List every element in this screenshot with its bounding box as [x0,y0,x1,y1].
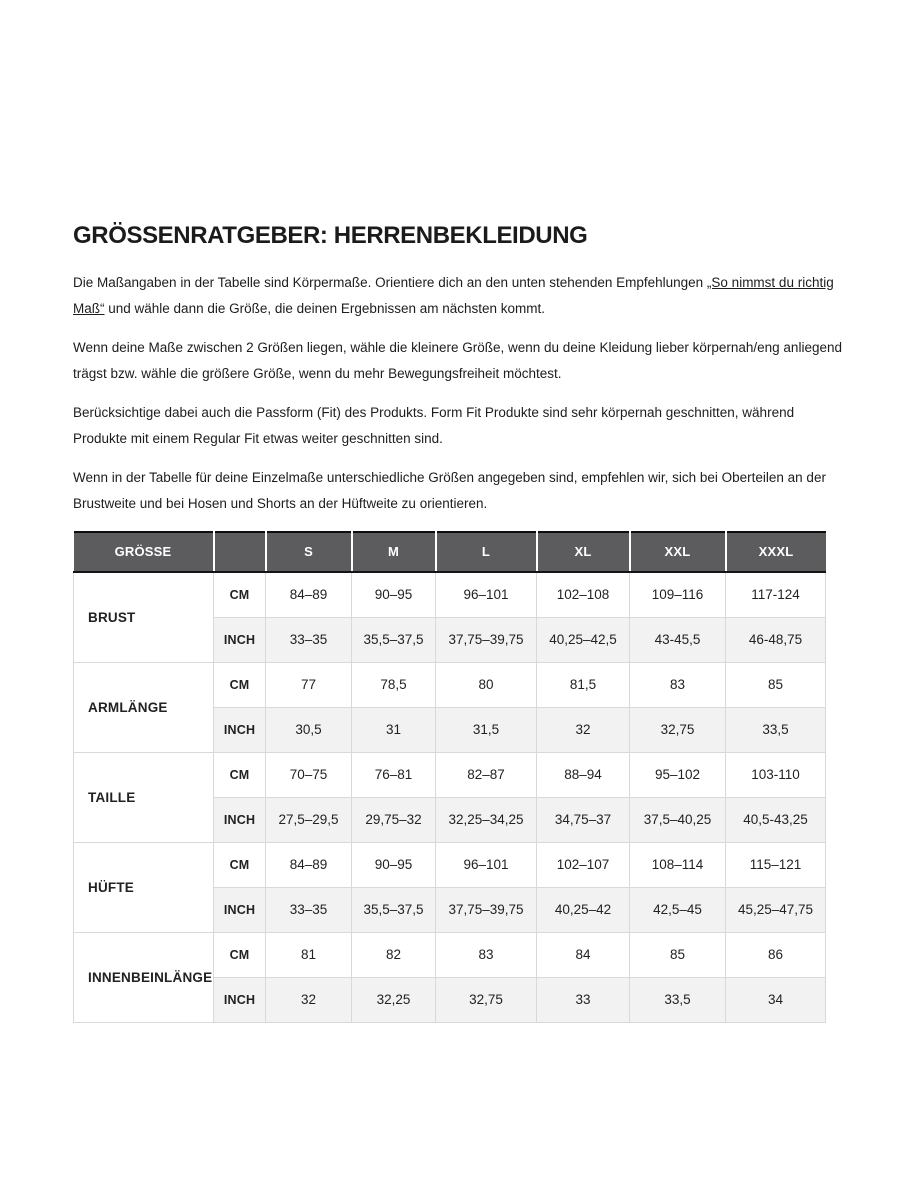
size-value-cell: 81,5 [537,662,630,707]
size-table-row [74,662,826,707]
size-value-cell: 77 [266,662,352,707]
size-value-cell: 45,25–47,75 [726,887,826,932]
paragraph-fit: Berücksichtige dabei auch die Passform (Fit) des Produkts. Form Fit Produkte sind sehr körpernah geschnitten, während Produkte mit einem Regular Fit etwas weiter geschnitten sind. [73,404,795,446]
size-value-cell: 81 [266,932,352,977]
size-value-cell: 96–101 [436,572,537,618]
page-title: GRÖSSENRATGEBER: HERRENBEKLEIDUNG [73,222,588,249]
measure-guide-link[interactable]: „So nimmst du richtig Maß“ [73,274,834,316]
size-value-cell: 46-48,75 [726,617,826,662]
measure-label: INNENBEINLÄNGE [74,932,214,1022]
size-table-row [74,572,826,618]
size-column-header-m: M [352,532,436,572]
unit-cell: CM [214,752,266,797]
unit-cell: INCH [214,707,266,752]
size-value-cell: 83 [436,932,537,977]
size-value-cell: 88–94 [537,752,630,797]
unit-cell: INCH [214,617,266,662]
size-column-header-xl: XL [537,532,630,572]
size-value-cell: 115–121 [726,842,826,887]
size-value-cell: 95–102 [630,752,726,797]
size-value-cell: 29,75–32 [352,797,436,842]
size-value-cell: 37,75–39,75 [436,617,537,662]
size-value-cell: 43-45,5 [630,617,726,662]
size-value-cell: 80 [436,662,537,707]
size-value-cell: 31,5 [436,707,537,752]
measure-label: TAILLE [74,752,214,842]
size-value-cell: 117-124 [726,572,826,618]
size-value-cell: 85 [630,932,726,977]
size-column-header-xxxl: XXXL [726,532,826,572]
unit-cell: INCH [214,887,266,932]
measure-label: BRUST [74,572,214,663]
size-value-cell: 90–95 [352,572,436,618]
size-value-cell: 84–89 [266,842,352,887]
size-value-cell: 84 [537,932,630,977]
size-value-cell: 27,5–29,5 [266,797,352,842]
unit-cell: CM [214,572,266,618]
size-unit-header-spacer [214,532,266,572]
size-value-cell: 33 [537,977,630,1022]
size-value-cell: 102–107 [537,842,630,887]
size-column-header-s: S [266,532,352,572]
unit-cell: INCH [214,797,266,842]
measure-label: HÜFTE [74,842,214,932]
size-value-cell: 33,5 [630,977,726,1022]
size-value-cell: 33–35 [266,887,352,932]
size-value-cell: 83 [630,662,726,707]
paragraph-between-sizes: Wenn deine Maße zwischen 2 Größen liegen, wähle die kleinere Größe, wenn du deine Kleidung lieber körpernah/eng anliegend trägst bzw. wähle die größere Größe, wenn du mehr Bewegungsfreiheit möchtest. [73,339,842,381]
unit-cell: CM [214,842,266,887]
size-value-cell: 32 [537,707,630,752]
measure-label: ARMLÄNGE [74,662,214,752]
size-value-cell: 30,5 [266,707,352,752]
size-value-cell: 34,75–37 [537,797,630,842]
size-value-cell: 33,5 [726,707,826,752]
size-value-cell: 90–95 [352,842,436,887]
unit-cell: INCH [214,977,266,1022]
size-value-cell: 84–89 [266,572,352,618]
size-value-cell: 40,5-43,25 [726,797,826,842]
size-column-header-xxl: XXL [630,532,726,572]
size-value-cell: 42,5–45 [630,887,726,932]
size-table-row [74,752,826,797]
size-value-cell: 108–114 [630,842,726,887]
size-table [73,531,826,1023]
size-value-cell: 32,25 [352,977,436,1022]
intro-paragraph [73,270,848,322]
size-guide-section [73,222,848,1023]
size-value-cell: 37,75–39,75 [436,887,537,932]
size-value-cell: 82–87 [436,752,537,797]
size-value-cell: 109–116 [630,572,726,618]
size-value-cell: 40,25–42,5 [537,617,630,662]
size-value-cell: 86 [726,932,826,977]
size-value-cell: 34 [726,977,826,1022]
size-value-cell: 40,25–42 [537,887,630,932]
size-value-cell: 78,5 [352,662,436,707]
size-value-cell: 102–108 [537,572,630,618]
intro-text-after: und wähle dann die Größe, die deinen Ergebnissen am nächsten kommt. [104,300,546,316]
size-table-row [74,842,826,887]
size-value-cell: 32,75 [436,977,537,1022]
size-table-header-row [74,532,826,572]
unit-cell: CM [214,932,266,977]
size-value-cell: 96–101 [436,842,537,887]
intro-text-before: Die Maßangaben in der Tabelle sind Körpermaße. Orientiere dich an den unten stehenden Empfehlungen [73,274,707,290]
size-value-cell: 32,25–34,25 [436,797,537,842]
size-value-cell: 35,5–37,5 [352,887,436,932]
size-table-row [74,932,826,977]
size-value-cell: 103-110 [726,752,826,797]
size-value-cell: 82 [352,932,436,977]
paragraph-recommendation: Wenn in der Tabelle für deine Einzelmaße unterschiedliche Größen angegeben sind, empfehlen wir, sich bei Oberteilen an der Brustweite und bei Hosen und Shorts an der Hüftweite zu orientieren. [73,469,826,511]
size-value-cell: 33–35 [266,617,352,662]
size-column-header-l: L [436,532,537,572]
size-table-corner-header: GRÖSSE [74,532,214,572]
size-value-cell: 85 [726,662,826,707]
size-value-cell: 70–75 [266,752,352,797]
unit-cell: CM [214,662,266,707]
size-value-cell: 37,5–40,25 [630,797,726,842]
size-value-cell: 31 [352,707,436,752]
size-value-cell: 32 [266,977,352,1022]
size-value-cell: 76–81 [352,752,436,797]
size-value-cell: 32,75 [630,707,726,752]
size-value-cell: 35,5–37,5 [352,617,436,662]
